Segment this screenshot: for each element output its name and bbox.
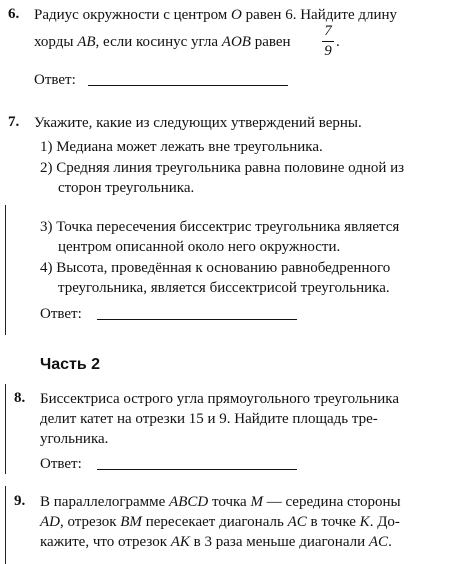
task-6-number: 6. (8, 6, 20, 22)
task-7-answer-line[interactable] (97, 319, 297, 320)
task-7-prompt: Укажите, какие из следующих утверждений верны. (34, 115, 362, 131)
task-8-line-2: делит катет на отрезки 15 и 9. Найдите площадь тре- (40, 411, 378, 427)
task-7-answer-label: Ответ: (40, 306, 82, 322)
task-7-option-1: 1) Медиана может лежать вне треугольника. (40, 139, 323, 155)
task-8-answer-line[interactable] (97, 469, 297, 470)
task-8-number: 8. (14, 390, 26, 406)
section-heading: Часть 2 (40, 356, 101, 373)
task-7-option-4-line-1: 4) Высота, проведённая к основанию равнобедренного (40, 260, 391, 276)
task-7-number: 7. (8, 114, 20, 130)
cosine-fraction (322, 23, 334, 60)
task-6-line-1: Радиус окружности с центром O равен 6. Найдите длину (34, 7, 398, 23)
task-6-answer-label: Ответ: (34, 72, 76, 88)
margin-mark (5, 384, 6, 474)
margin-mark (5, 205, 6, 335)
task-7-option-3-line-2: центром описанной около него окружности. (58, 239, 341, 255)
task-9-line-1: В параллелограмме ABCD точка M — середина стороны (40, 494, 401, 510)
fraction-denominator: 9 (324, 43, 332, 59)
task-8-answer-label: Ответ: (40, 456, 82, 472)
fraction-numerator: 7 (324, 23, 332, 39)
task-9-number: 9. (14, 493, 26, 509)
task-7-option-3-line-1: 3) Точка пересечения биссектрис треугольника является (40, 219, 400, 235)
task-7-option-2-line-1: 2) Средняя линия треугольника равна половине одной из (40, 160, 405, 176)
task-7-option-2-line-2: сторон треугольника. (58, 180, 195, 196)
task-6-answer-line[interactable] (88, 85, 288, 86)
margin-mark (5, 486, 6, 564)
task-8-line-1: Биссектриса острого угла прямоугольного треугольника (40, 391, 399, 407)
task-6-line-2: хорды AB, если косинус угла AOB равен (34, 34, 291, 50)
task-9-line-2: AD, отрезок BM пересекает диагональ AC в точке K. До- (40, 514, 400, 530)
fraction-bar (322, 41, 334, 42)
task-7-option-4-line-2: треугольника, является биссектрисой треугольника. (58, 280, 390, 296)
task-6-period: . (336, 34, 340, 50)
task-9-line-3: кажите, что отрезок AK в 3 раза меньше диагонали AC. (40, 534, 392, 550)
task-8-line-3: угольника. (40, 431, 109, 447)
